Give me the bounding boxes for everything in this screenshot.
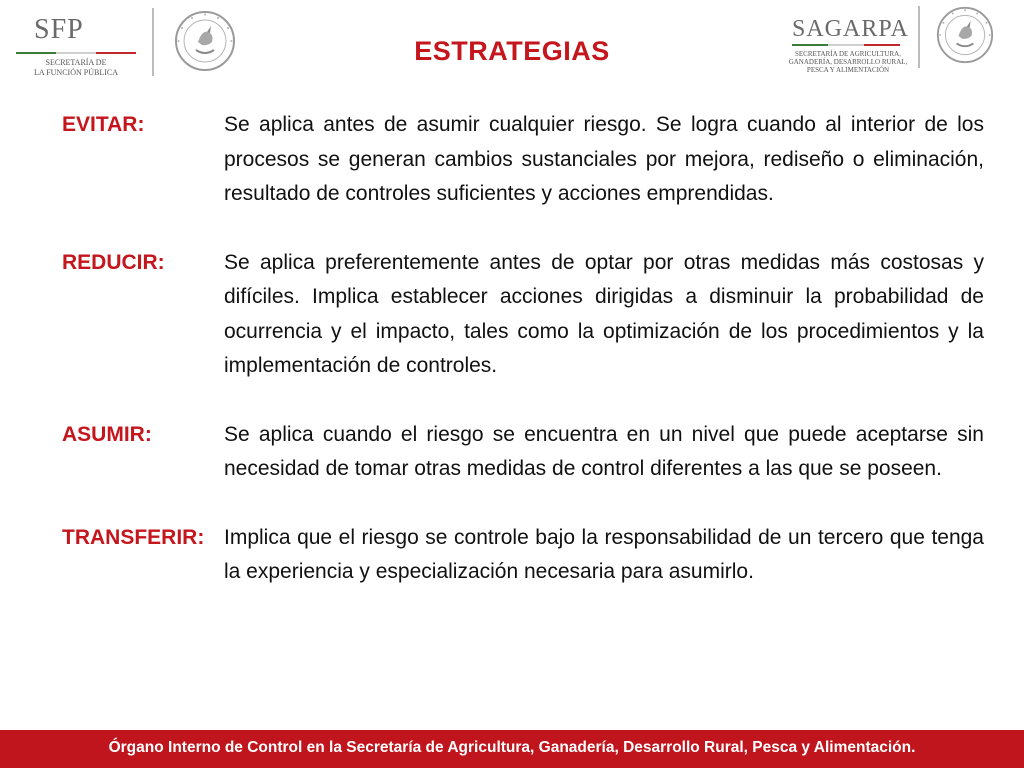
- footer-banner: Órgano Interno de Control en la Secretaría de Agricultura, Ganadería, Desarrollo Rural, Pesca y Alimentación.: [0, 730, 1024, 768]
- strategy-description: Implica que el riesgo se controle bajo la responsabilidad de un tercero que tenga la experiencia y especialización necesaria para asumirlo.: [224, 525, 984, 583]
- sagarpa-logo: [786, 14, 910, 74]
- sagarpa-subtitle-line3: PESCA Y ALIMENTACIÓN: [806, 66, 890, 74]
- sagarpa-logo-name: SAGARPA: [792, 16, 909, 42]
- sfp-subtitle-line1: SECRETARÍA DE: [45, 58, 107, 67]
- sagarpa-flag-line-white: [828, 44, 864, 46]
- strategy-term: ASUMIR:: [62, 422, 152, 446]
- strategies-list: [62, 108, 984, 624]
- sfp-subtitle-line2: LA FUNCIÓN PÚBLICA: [33, 68, 118, 77]
- strategy-reducir: [62, 246, 984, 384]
- strategy-term: REDUCIR:: [62, 250, 165, 274]
- strategy-transferir: [62, 521, 984, 590]
- sagarpa-flag-line-green: [792, 44, 828, 46]
- sagarpa-logo-subtitle: [786, 50, 910, 74]
- strategy-term: TRANSFERIR:: [62, 525, 205, 549]
- page-title: ESTRATEGIAS: [414, 36, 610, 66]
- strategy-description: Se aplica preferentemente antes de optar por otras medidas más costosas y difíciles. Implica establecer acciones dirigidas a disminuir la probabilidad de ocurrencia y el impacto, tales como la optimización de los procedimientos y la implementación de controles.: [224, 250, 984, 377]
- strategy-asumir: [62, 418, 984, 487]
- strategy-description: Se aplica antes de asumir cualquier riesgo. Se logra cuando al interior de los procesos se generan cambios sustanciales por mejora, rediseño o eliminación, resultado de controles suficientes y acciones emprendidas.: [224, 113, 984, 205]
- mexican-seal-icon-right: [936, 6, 994, 64]
- sagarpa-subtitle-line2: GANADERÍA, DESARROLLO RURAL,: [788, 58, 908, 66]
- header-divider-right: [918, 6, 920, 68]
- strategy-evitar: [62, 108, 984, 212]
- sagarpa-subtitle-line1: SECRETARÍA DE AGRICULTURA,: [795, 50, 901, 58]
- strategy-description: Se aplica cuando el riesgo se encuentra en un nivel que puede aceptarse sin necesidad de tomar otras medidas de control diferentes a las que se poseen.: [224, 422, 984, 480]
- sagarpa-flag-line-red: [864, 44, 900, 46]
- sfp-logo-name: SFP: [34, 14, 84, 45]
- strategy-term: EVITAR:: [62, 113, 145, 136]
